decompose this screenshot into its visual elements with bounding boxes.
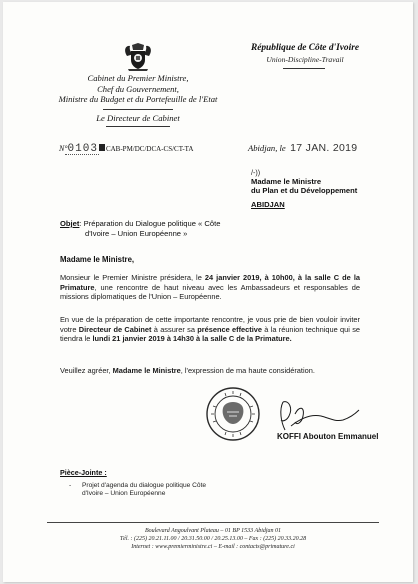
paragraph-1-bold: 24 janvier 2019, à 10h00, à la salle C de la Primature [60,273,360,292]
date-stamp: 17 JAN. 2019 [290,142,358,154]
paragraph-2-text-a: En vue de la préparation de cette importante rencontre, je vous prie de bien vouloir inviter votre [60,315,360,334]
recipient-city: ABIDJAN [251,200,285,209]
reference-prefix: N° [59,144,68,153]
attachment-item-line2: d'Ivoire – Union Européenne [82,490,166,498]
object-block [60,219,280,238]
recipient-line1: Madame le Ministre [251,177,322,186]
object-line2: d'Ivoire – Union Européenne » [85,228,188,238]
paragraph-1-text-c: , une rencontre de haut niveau avec les Ambassadeurs et responsables de missions diplomatiques de l'Union – Européenne. [60,282,360,302]
letter-page [3,2,413,582]
reference-stamp-mark [99,144,105,151]
reference-code: CAB-PM/DC/DCA-CS/CT-TA [105,145,194,153]
header-republic: République de Côte d'Ivoire [250,43,360,53]
paragraph-1 [60,273,360,302]
paragraph-2 [60,315,360,344]
salutation: Madame le Ministre, [60,255,135,264]
date-line [248,138,357,156]
footer-address: Boulevard Angoulvant Plateau – 01 BP 1533 Abidjan 01 [144,528,282,534]
reference-number: 0103 [67,143,98,155]
closing-line [60,366,360,376]
closing-text-a: Veuillez agréer, [60,366,113,375]
official-stamp [205,386,261,442]
header-divider-director [106,126,170,127]
paragraph-1-text-a: Monsieur le Premier Ministre présidera, le [60,273,205,282]
closing-text-c: , l'expression de ma haute considération. [180,366,315,375]
footer-divider [47,522,379,523]
header-director: Le Directeur de Cabinet [96,113,180,123]
header-divider-right [283,68,325,69]
footer-phone: Tél. : (225) 20.21.11.00 / 20.31.50.00 / 20.25.13.00 – Fax : (225) 20.33.20.28 [119,536,307,543]
paragraph-2-text-e: à la réunion technique qui se tiendra le [60,324,361,344]
reference-underline [65,154,99,155]
attachment-item [82,482,252,499]
paragraph-2-bold-d: présence effective [197,324,262,334]
attachment-item-line1: Projet d'agenda du dialogue politique Côte [82,482,207,489]
signatory-name: KOFFI Abouton Emmanuel [277,432,379,441]
attachment-bullet: - [69,482,72,489]
paragraph-2-bold-b: Directeur de Cabinet [78,324,152,334]
header-office-line2: Chef du Gouvernement, [97,83,179,94]
attachment-title: Pièce-Jointe : [60,468,107,477]
header-motto: Union-Discipline-Travail [266,55,344,64]
date-place: Abidjan, le [248,143,286,153]
header-office-line3: Ministre du Budget et du Portefeuille de l'Etat [58,94,218,105]
coat-of-arms-emblem [121,42,155,72]
paragraph-2-bold-f: lundi 21 janvier 2019 à 14h30 à la salle C de la Primature. [92,334,292,344]
header-divider-left [103,109,173,110]
footer-block [43,527,383,552]
paragraph-2-text-c: à assurer sa [151,324,198,334]
header-office-line1: Cabinet du Premier Ministre, [87,73,189,83]
object-line1: : Préparation du Dialogue politique « Côte [79,219,221,228]
closing-bold: Madame le Ministre [112,366,181,375]
recipient-line2: du Plan et du Développement [251,186,358,196]
recipient-mark: /-)) [251,168,261,177]
footer-internet: Internet : www.premierministre.ci – E-mail : contacts@primature.ci [131,544,295,551]
object-label: Objet [60,219,80,228]
